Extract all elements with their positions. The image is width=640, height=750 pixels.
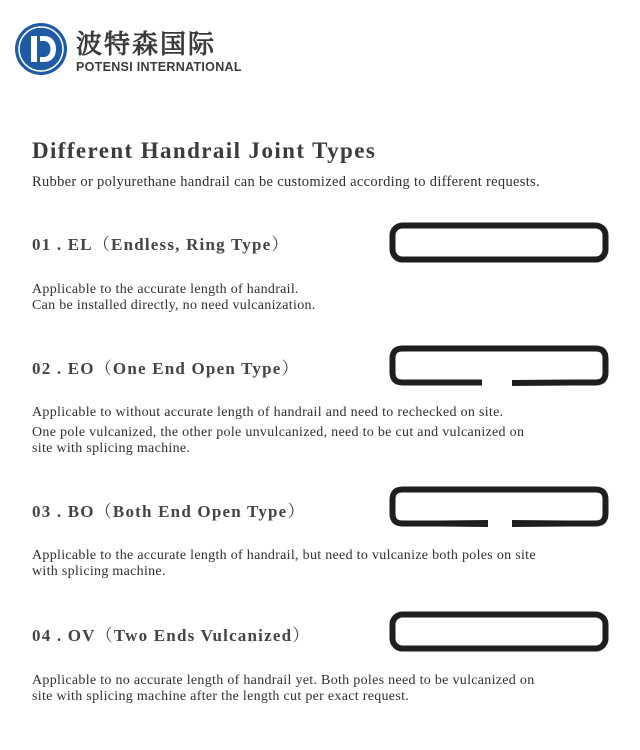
paren-open: （: [92, 235, 112, 254]
description-line: site with splicing machine after the length cut per exact request.: [32, 689, 410, 704]
paren-open: （: [95, 626, 114, 645]
closed-ring-icon: [388, 221, 610, 265]
potensi-logo-icon: [14, 22, 68, 76]
description-line: Applicable to no accurate length of handrail yet. Both poles need to be vulcanized on: [32, 673, 535, 688]
description-line: Applicable to the accurate length of handrail, but need to vulcanize both poles on site: [32, 548, 536, 563]
description-line: site with splicing machine.: [32, 441, 191, 456]
page-title: Different Handrail Joint Types: [32, 138, 377, 163]
one-end-open-icon: [388, 344, 610, 388]
brand-name-english: POTENSI INTERNATIONAL: [76, 60, 242, 74]
type-name: Endless, Ring Type: [111, 235, 272, 254]
type-name: Two Ends Vulcanized: [113, 626, 293, 645]
type-number: 02 . EO: [32, 359, 95, 378]
paren-close: ）: [271, 235, 290, 254]
description-line: with splicing machine.: [32, 564, 166, 579]
brand-header: [14, 22, 254, 78]
type-description-ov: [32, 673, 535, 705]
paren-close: ）: [292, 626, 311, 645]
description-line: Applicable to the accurate length of handrail.: [32, 282, 299, 297]
both-end-open-icon: [388, 485, 610, 529]
type-name: Both End Open Type: [112, 502, 288, 521]
two-ends-vulcanized-icon: [388, 610, 610, 654]
type-heading-bo: [32, 497, 306, 522]
type-number: 04 . OV: [32, 626, 96, 645]
type-heading-ov: [32, 621, 310, 646]
description-line: Applicable to without accurate length of handrail and need to rechecked on site.: [32, 405, 504, 420]
description-line: One pole vulcanized, the other pole unvulcanized, need to be cut and vulcanized on: [32, 425, 525, 440]
brand-name-chinese: 波特森国际: [76, 30, 217, 60]
type-description-bo: [32, 548, 536, 580]
description-line: Can be installed directly, no need vulcanization.: [32, 298, 316, 313]
type-number: 01 . EL: [32, 235, 93, 254]
paren-open: （: [94, 502, 113, 521]
paren-close: ）: [287, 502, 306, 521]
type-heading-eo: [32, 354, 300, 379]
type-number: 03 . BO: [32, 502, 95, 521]
page-subtitle: Rubber or polyurethane handrail can be customized according to different requests.: [32, 174, 540, 190]
type-heading-el: [32, 230, 290, 255]
paren-open: （: [94, 359, 113, 378]
type-description-el: [32, 282, 316, 314]
type-name: One End Open Type: [112, 359, 282, 378]
type-description-eo: [32, 405, 524, 457]
paren-close: ）: [281, 359, 300, 378]
